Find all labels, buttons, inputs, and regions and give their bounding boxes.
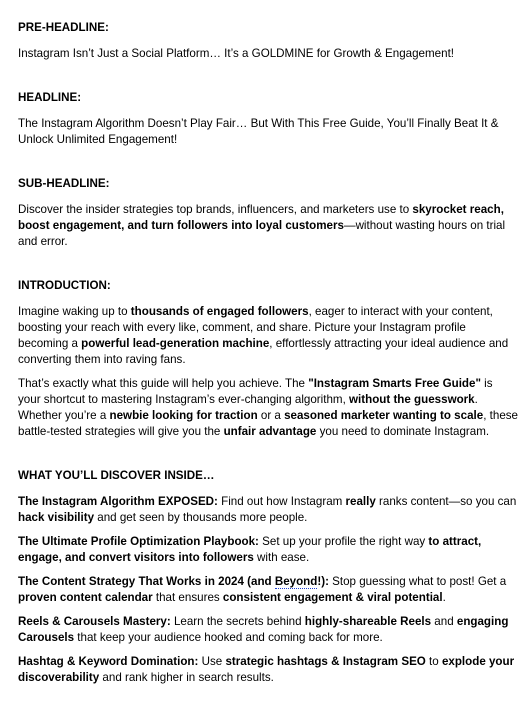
text-run: to	[425, 655, 442, 668]
text-run: and rank higher in search results.	[99, 671, 274, 684]
discover-item-content-strategy	[18, 574, 518, 606]
text-run: that ensures	[152, 591, 223, 604]
text-run: and get seen by thousands more people.	[94, 511, 308, 524]
discover-item-reels	[18, 614, 518, 646]
text-run: Set up your profile the right way	[258, 535, 429, 548]
introduction-heading: INTRODUCTION:	[18, 279, 111, 292]
bold-run: explode your discoverability	[18, 655, 515, 684]
sub-headline-text	[18, 202, 518, 250]
text-run: Discover the insider strategies top brands, influencers, and marketers use to	[18, 203, 413, 216]
bold-run: skyrocket reach, boost engagement, and turn followers into loyal customers	[18, 203, 504, 232]
discover-item-algorithm	[18, 494, 518, 526]
bold-run: hack visibility	[18, 511, 95, 524]
title-run: The Content Strategy That Works in 2024 (and	[18, 575, 275, 588]
bold-run: without the guesswork	[349, 393, 475, 406]
sub-headline-heading: SUB-HEADLINE:	[18, 177, 110, 190]
item-title	[18, 575, 329, 589]
text-run: That’s exactly what this guide will help you achieve. The	[18, 377, 309, 390]
text-run: , eager to interact with your content, boosting your reach with every like, comment, and share. Picture your Instagram profile becoming a	[18, 305, 493, 350]
pre-headline-text: Instagram Isn’t Just a Social Platform… It’s a GOLDMINE for Growth & Engagement!	[18, 47, 455, 60]
text-run: .	[442, 591, 446, 604]
text-run: Find out how Instagram	[217, 495, 346, 508]
bold-run: newbie looking for traction	[109, 409, 258, 422]
text-run: Stop guessing what to post! Get a	[328, 575, 507, 588]
bold-run: unfair advantage	[223, 425, 317, 438]
bold-run: thousands of engaged followers	[130, 305, 309, 318]
bold-run: really	[345, 495, 376, 508]
bold-run: seasoned marketer wanting to scale	[284, 409, 484, 422]
text-run: you need to dominate Instagram.	[316, 425, 490, 438]
text-run: that keep your audience hooked and coming back for more.	[74, 631, 383, 644]
introduction-paragraph-1	[18, 304, 518, 368]
introduction-paragraph-2	[18, 376, 518, 440]
item-title: Reels & Carousels Mastery:	[18, 615, 171, 628]
bold-run: "Instagram Smarts Free Guide"	[308, 377, 481, 390]
bold-run: proven content calendar	[18, 591, 153, 604]
text-run: . Whether you’re a	[18, 393, 478, 422]
text-run: Learn the secrets behind	[170, 615, 305, 628]
bold-run: engaging Carousels	[18, 615, 509, 644]
discover-item-hashtag	[18, 654, 518, 686]
item-title: Hashtag & Keyword Domination:	[18, 655, 199, 668]
text-run: —without wasting hours on trial and error.	[18, 219, 506, 248]
text-run: with ease.	[253, 551, 310, 564]
text-run: ranks content—so you can	[375, 495, 517, 508]
bold-run: to attract, engage, and convert visitors into followers	[18, 535, 482, 564]
text-run: , effortlessly attracting your ideal audience and converting them into raving fans.	[18, 337, 509, 366]
text-run: or a	[257, 409, 285, 422]
item-title: The Instagram Algorithm EXPOSED:	[18, 495, 218, 508]
text-run: , these battle-tested strategies will give you the	[18, 409, 519, 438]
bold-run: strategic hashtags & Instagram SEO	[225, 655, 426, 668]
bold-run: powerful lead-generation machine	[81, 337, 270, 350]
headline-text: The Instagram Algorithm Doesn’t Play Fair… But With This Free Guide, You’ll Finally Beat It & Unlock Unlimited Engagement!	[18, 117, 499, 146]
bold-run: highly-shareable Reels	[304, 615, 432, 628]
discover-item-profile	[18, 534, 518, 566]
text-run: Use	[198, 655, 226, 668]
bold-run: consistent engagement & viral potential	[222, 591, 443, 604]
discover-heading: WHAT YOU’LL DISCOVER INSIDE…	[18, 469, 215, 482]
item-title: The Ultimate Profile Optimization Playbook:	[18, 535, 259, 548]
text-run: is your shortcut to mastering Instagram’s ever-changing algorithm,	[18, 377, 493, 406]
spellcheck-word: Beyond	[274, 575, 318, 588]
text-run: and	[431, 615, 457, 628]
title-run: !):	[317, 575, 329, 588]
text-run: Imagine waking up to	[18, 305, 131, 318]
pre-headline-heading: PRE-HEADLINE:	[18, 21, 109, 34]
headline-heading: HEADLINE:	[18, 91, 82, 104]
